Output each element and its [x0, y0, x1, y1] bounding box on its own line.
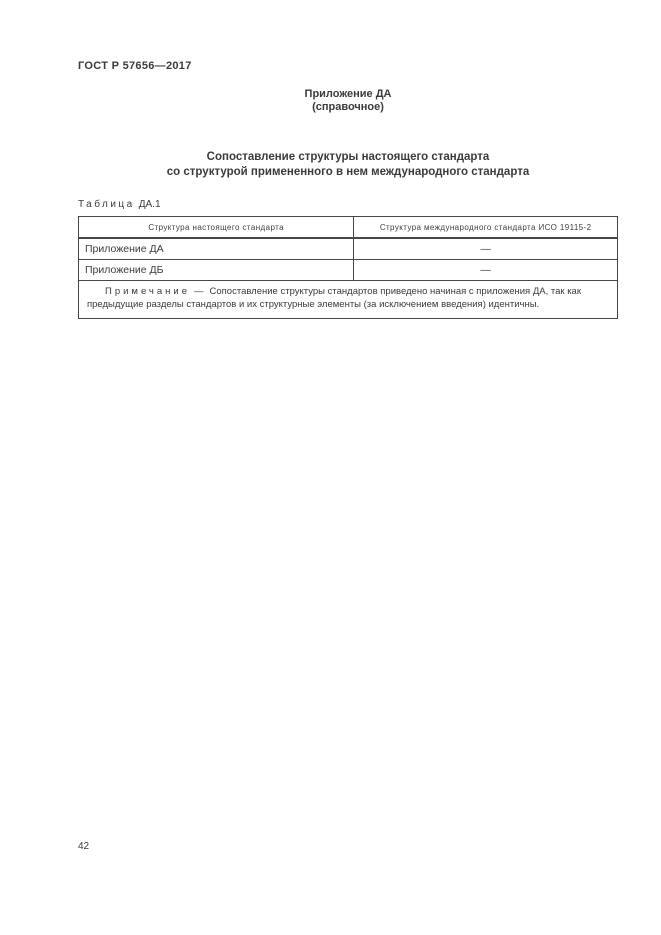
table-cell-left: Приложение ДА [79, 238, 354, 260]
table-cell-left: Приложение ДБ [79, 260, 354, 281]
note-paragraph [87, 285, 609, 311]
appendix-heading [78, 88, 618, 114]
column-header-current-standard: Структура настоящего стандарта [79, 217, 354, 239]
note-text: Сопоставление структуры стандартов приведено начиная с приложения ДА, так как предыдущие разделы стандартов и их структурные элементы (за исключением введения) идентичны. [87, 286, 582, 310]
comparison-table [78, 216, 618, 319]
table-caption-id: ДА.1 [138, 199, 161, 210]
table-header-row [79, 217, 618, 239]
note-label: Примечание [105, 286, 190, 297]
column-header-international-standard: Структура международного стандарта ИСО 19115-2 [354, 217, 618, 239]
table-cell-right: — [354, 238, 618, 260]
table-caption-word: Таблица [78, 199, 135, 210]
table-note-cell [79, 281, 618, 319]
table-row [79, 238, 618, 260]
table-note-row [79, 281, 618, 319]
note-dash: — [194, 286, 204, 297]
page-number: 42 [78, 841, 90, 852]
section-title-line1: Сопоставление структуры настоящего стандарта [206, 151, 490, 163]
standard-code: ГОСТ Р 57656—2017 [78, 60, 192, 72]
section-title [78, 150, 618, 180]
table-row [79, 260, 618, 281]
section-title-line2: со структурой примененного в нем международного стандарта [166, 166, 530, 178]
table-cell-right: — [354, 260, 618, 281]
appendix-label: Приложение ДА [304, 88, 392, 100]
appendix-type: (справочное) [312, 101, 384, 113]
table-caption [78, 199, 161, 210]
